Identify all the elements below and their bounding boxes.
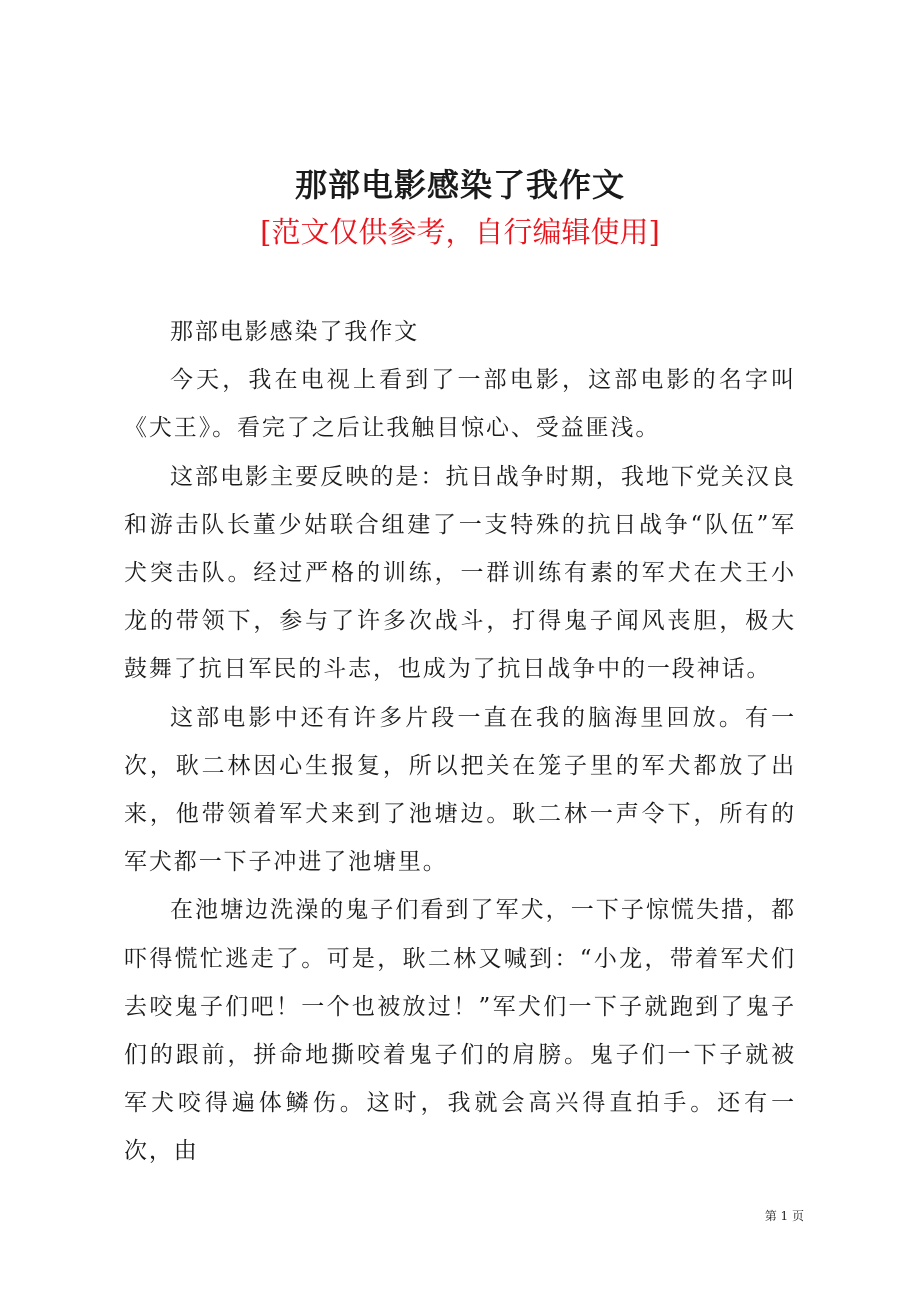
paragraph: 那部电影感染了我作文 — [170, 319, 419, 345]
paragraph: 这部电影中还有许多片段一直在我的脑海里回放。有一次，耿二林因心生报复，所以把关在笼子里的军犬都放了出来，他带领着军犬来到了池塘边。耿二林一声令下，所有的军犬都一下子冲进了池塘里。 — [124, 704, 796, 876]
paragraph: 在池塘边洗澡的鬼子们看到了军犬，一下子惊慌失措，都吓得慌忙逃走了。可是，耿二林又喊到：“小龙，带着军犬们去咬鬼子们吧！一个也被放过！”军犬们一下子就跑到了鬼子们的跟前，拼命地撕咬着鬼子们的肩膀。鬼子们一下子就被军犬咬得遍体鳞伤。这时，我就会高兴得直拍手。还有一次，由 — [124, 897, 796, 1165]
document-body — [124, 308, 796, 1176]
paragraph: 今天，我在电视上看到了一部电影，这部电影的名字叫《犬王》。看完了之后让我触目惊心、受益匪浅。 — [124, 367, 796, 442]
document-subtitle: [范文仅供参考，自行编辑使用] — [260, 215, 660, 249]
page-number: 第 1 页 — [764, 1209, 804, 1223]
paragraph: 这部电影主要反映的是：抗日战争时期，我地下党关汉良和游击队长董少姑联合组建了一支特殊的抗日战争“队伍”军犬突击队。经过严格的训练，一群训练有素的军犬在犬王小龙的带领下，参与了许多次战斗，打得鬼子闻风丧胆，极大鼓舞了抗日军民的斗志，也成为了抗日战争中的一段神话。 — [124, 463, 796, 683]
document-title: 那部电影感染了我作文 — [294, 166, 625, 204]
